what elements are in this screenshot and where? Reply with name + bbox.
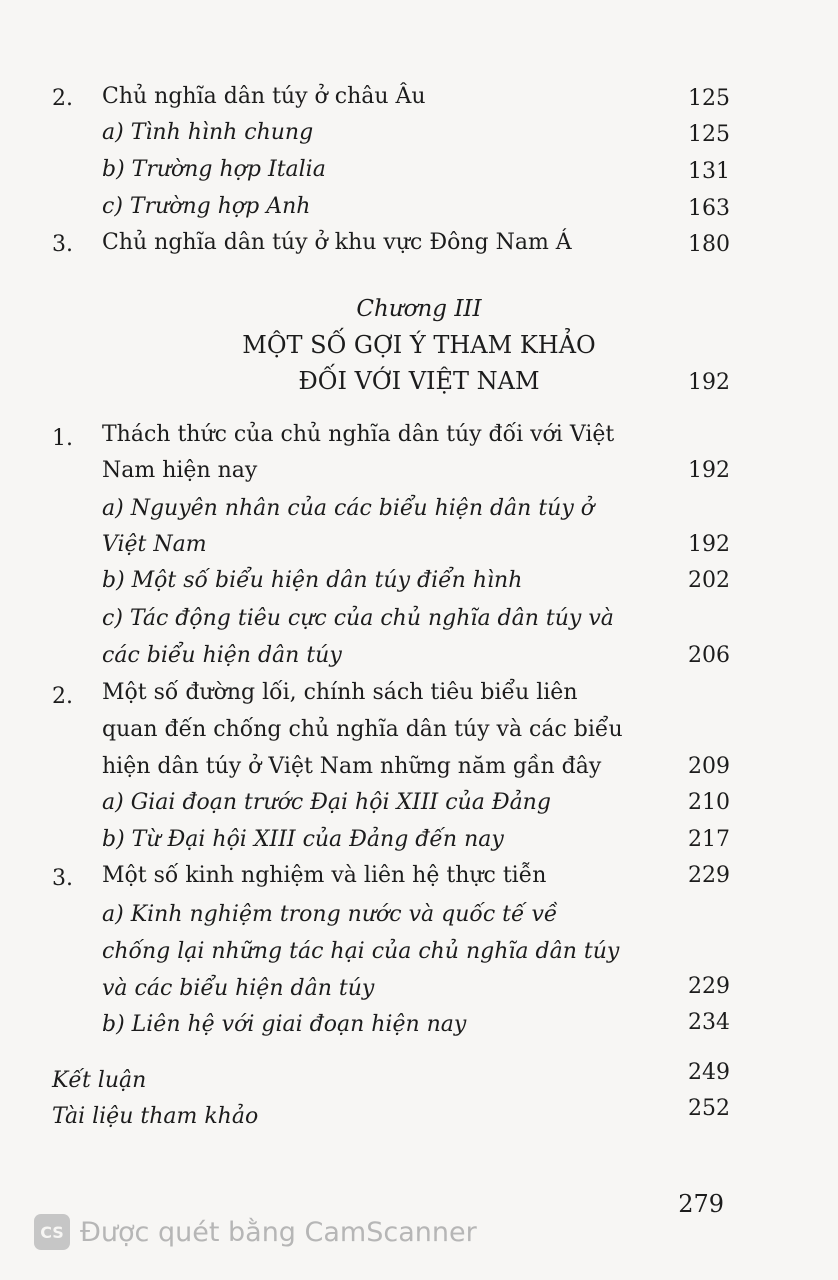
toc-page-number: 192 [688,532,730,557]
toc-page-number: 229 [688,863,730,888]
toc-subentry: các biểu hiện dân túy [102,643,342,668]
toc-page-number: 252 [688,1096,730,1121]
chapter-label: Chương III [356,296,482,322]
toc-page-number: 125 [688,122,730,147]
toc-subentry: b) Từ Đại hội XIII của Đảng đến nay [102,827,504,852]
chapter-title-line2: ĐỐI VỚI VIỆT NAM [298,367,540,395]
watermark-text: Được quét bằng CamScanner [80,1216,477,1248]
toc-subentry: a) Nguyên nhân của các biểu hiện dân túy ở [102,496,595,521]
toc-subentry: c) Tác động tiêu cực của chủ nghĩa dân túy và [102,606,614,631]
camscanner-logo-icon: CS [34,1214,70,1250]
toc-page-number: 229 [688,974,730,999]
toc-number: 3. [52,232,73,257]
toc-references: Tài liệu tham khảo [52,1104,259,1129]
toc-subentry: và các biểu hiện dân túy [102,976,375,1001]
toc-subentry: Việt Nam [102,532,207,557]
toc-page-number: 125 [688,86,730,111]
toc-number: 1. [52,426,73,451]
toc-page-number: 206 [688,643,730,668]
toc-subentry: a) Tình hình chung [102,120,314,145]
toc-page-number: 180 [688,232,730,257]
toc-entry: Thách thức của chủ nghĩa dân túy đối với Việt [102,422,615,447]
toc-page-number: 234 [688,1010,730,1035]
toc-subentry: b) Liên hệ với giai đoạn hiện nay [102,1012,467,1037]
toc-entry: Chủ nghĩa dân túy ở châu Âu [102,84,426,109]
toc-page-number: 202 [688,568,730,593]
toc-subentry: b) Một số biểu hiện dân túy điển hình [102,568,523,593]
toc-page-number: 192 [688,458,730,483]
toc-entry: hiện dân túy ở Việt Nam những năm gần đây [102,754,602,779]
toc-page-number: 209 [688,754,730,779]
toc-subentry: b) Trường hợp Italia [102,157,326,182]
toc-entry: quan đến chống chủ nghĩa dân túy và các biểu [102,717,623,742]
toc-page-number: 192 [688,370,730,395]
toc-subentry: a) Giai đoạn trước Đại hội XIII của Đảng [102,790,551,815]
toc-number: 2. [52,684,73,709]
toc-subentry: c) Trường hợp Anh [102,194,311,219]
toc-subentry: chống lại những tác hại của chủ nghĩa dân túy [102,939,620,964]
toc-entry: Một số đường lối, chính sách tiêu biểu liên [102,680,578,705]
toc-number: 2. [52,86,73,111]
chapter-title-line1: MỘT SỐ GỢI Ý THAM KHẢO [242,331,596,359]
toc-page-number: 249 [688,1060,730,1085]
toc-number: 3. [52,866,73,891]
toc-entry: Chủ nghĩa dân túy ở khu vực Đông Nam Á [102,230,572,255]
toc-page-number: 131 [688,159,730,184]
toc-subentry: a) Kinh nghiệm trong nước và quốc tế về [102,902,558,927]
toc-entry: Một số kinh nghiệm và liên hệ thực tiễn [102,863,547,888]
toc-entry: Nam hiện nay [102,458,258,483]
page-number: 279 [678,1190,724,1218]
toc-page-number: 217 [688,827,730,852]
scanner-watermark [34,1212,477,1252]
toc-page-number: 163 [688,196,730,221]
toc-conclusion: Kết luận [52,1068,147,1093]
toc-page-number: 210 [688,790,730,815]
